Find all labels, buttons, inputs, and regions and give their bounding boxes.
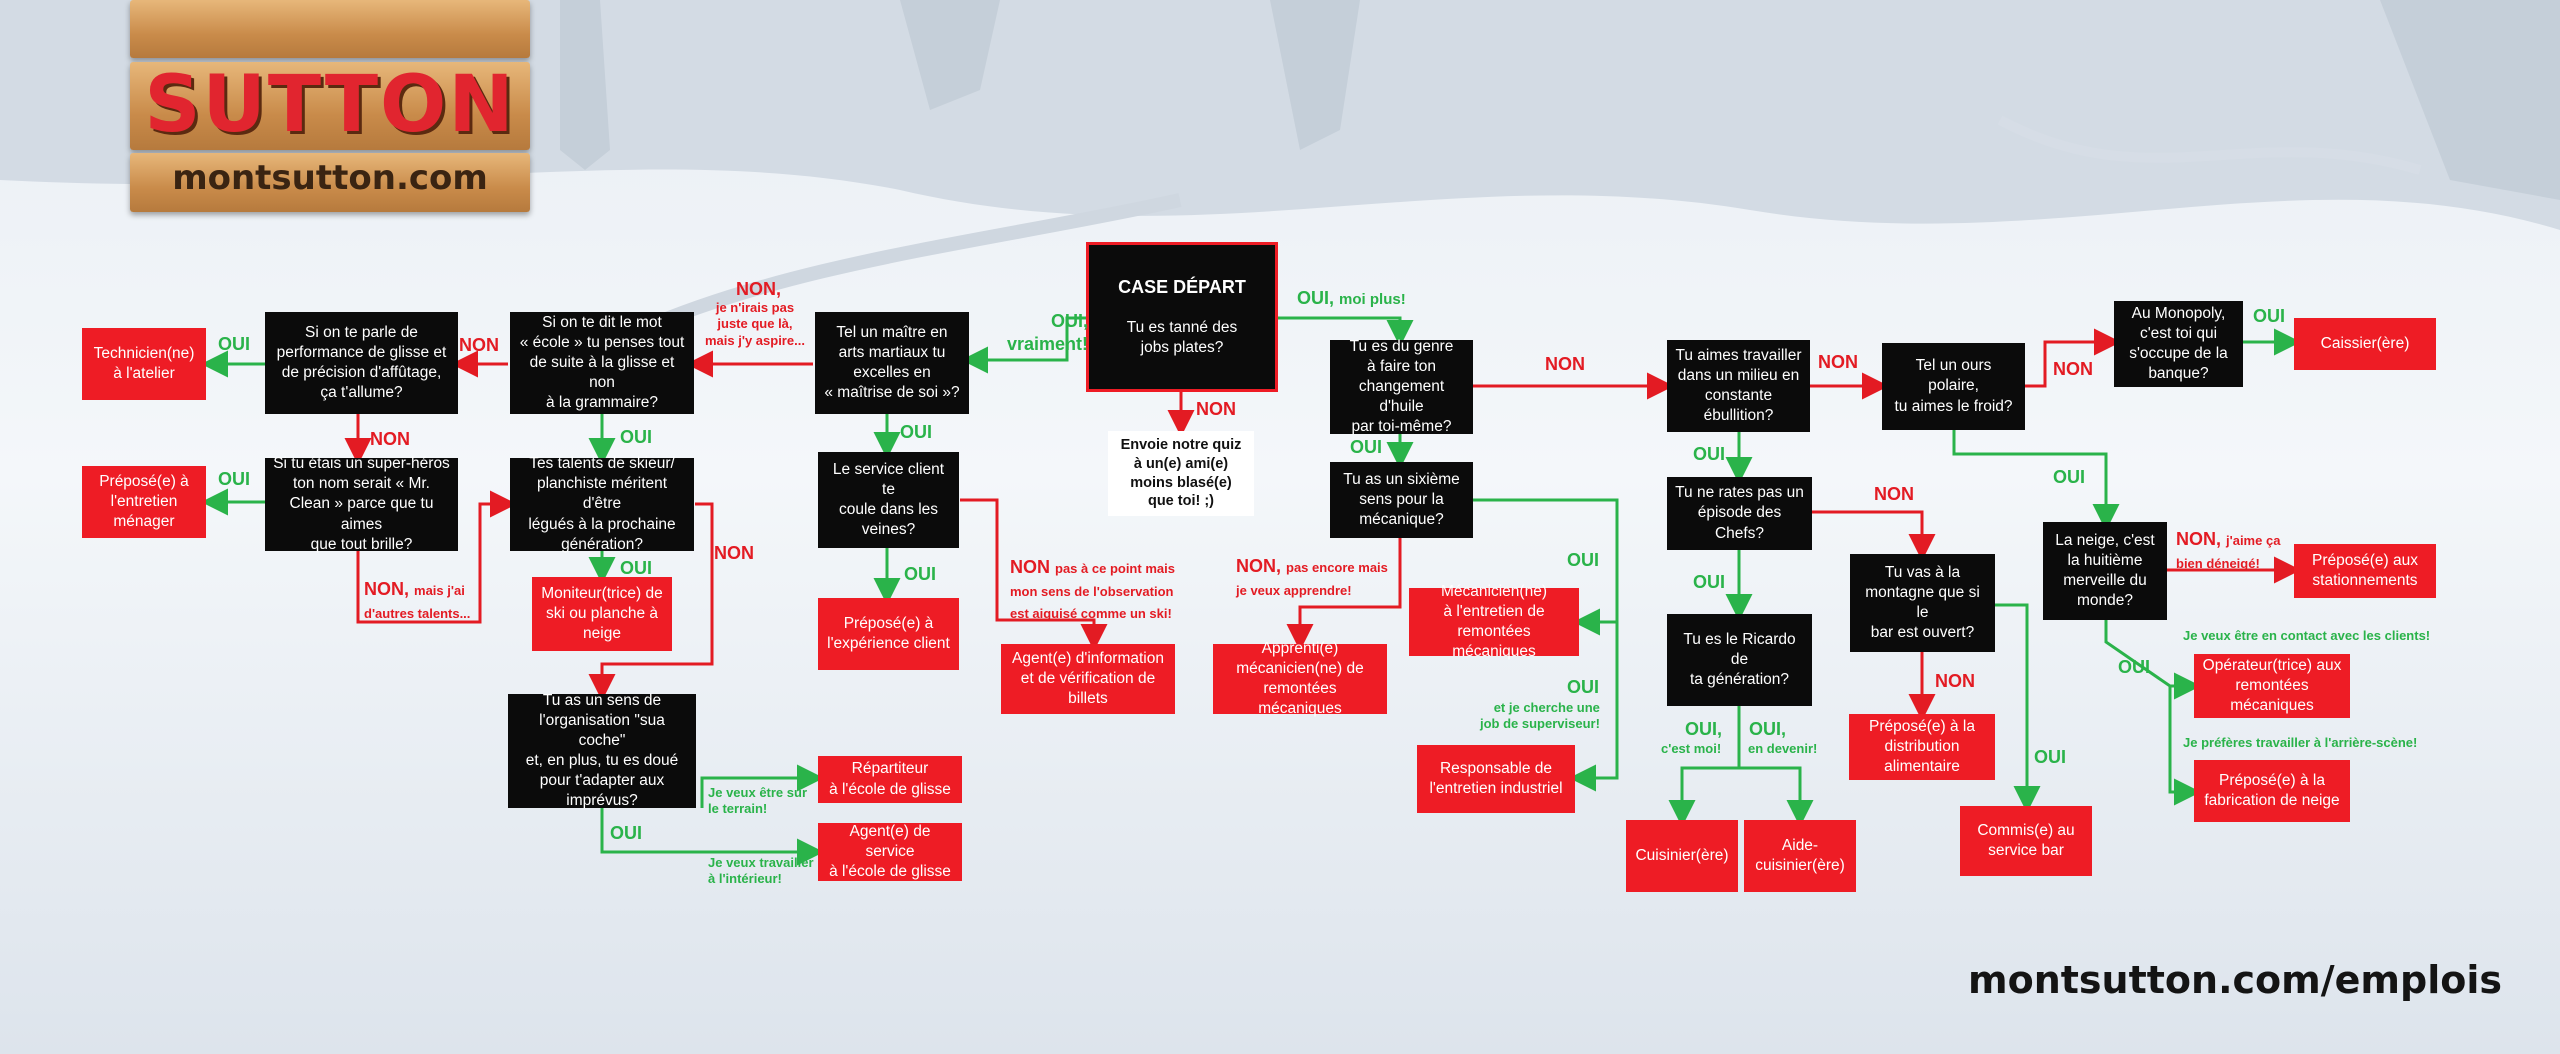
label-oui-moi-plus-head: OUI,	[1297, 288, 1335, 308]
label-oui-monopoly: OUI	[2253, 306, 2286, 326]
label-oui-moi-plus	[1297, 287, 1406, 310]
question-talents: Tes talents de skieur/ planchiste méritent d'être légués à la prochaine génération?	[510, 458, 694, 551]
question-sixieme: Tu as un sixième sens pour la mécanique?	[1330, 462, 1473, 538]
label-oui-huile: OUI	[1350, 437, 1383, 457]
job-experience-client: Préposé(e) à l'expérience client	[818, 598, 959, 670]
label-oui-devenir: OUI,	[1749, 719, 1787, 739]
label-non-observation	[1010, 556, 1175, 624]
job-responsable-entretien: Responsable de l'entretien industriel	[1417, 745, 1575, 813]
logo-plank-top	[130, 0, 530, 58]
start-title: CASE DÉPART	[1118, 277, 1246, 298]
question-bar: Tu vas à la montagne que si le bar est ouvert?	[1850, 554, 1995, 652]
logo-word: SUTTON	[144, 60, 516, 150]
job-repartiteur: Répartiteur à l'école de glisse	[818, 756, 962, 803]
label-oui-performance: OUI	[218, 334, 251, 354]
label-oui-bar: OUI	[2034, 747, 2067, 767]
edge-chefs-bar	[1812, 512, 1922, 552]
job-caissier: Caissier(ère)	[2294, 318, 2436, 370]
label-non-encore-head: NON,	[1236, 556, 1281, 576]
question-superheros: Si tu étais un super-héros ton nom serait « Mr. Clean » parce que tu aimes que tout brille?	[265, 458, 458, 551]
label-oui-service: OUI	[904, 564, 937, 584]
question-chefs: Tu ne rates pas un épisode des Chefs?	[1667, 477, 1812, 550]
question-ecole: Si on te dit le mot « école » tu penses tout de suite à la glisse et non à la grammaire?	[510, 312, 694, 414]
label-oui-moi-plus-sub: moi plus!	[1339, 291, 1406, 308]
start-node	[1086, 242, 1278, 392]
label-oui-chefs: OUI	[1693, 572, 1726, 592]
label-oui-ecole: OUI	[620, 427, 653, 447]
label-non-performance: NON	[370, 429, 410, 449]
label-oui-talents: OUI	[620, 558, 653, 578]
question-maitre: Tel un maître en arts martiaux tu excelles en « maîtrise de soi »?	[815, 312, 969, 414]
label-oui-superheros: OUI	[218, 469, 251, 489]
label-oui-sixieme: OUI	[1567, 550, 1600, 570]
logo-site: montsutton.com	[172, 158, 488, 198]
label-non-mais-talents-sub: mais j'ai d'autres talents...	[364, 583, 471, 621]
label-non-encore-sub: pas encore mais je veux apprendre!	[1236, 560, 1388, 598]
label-non-mais-talents-head: NON,	[364, 579, 409, 599]
label-oui-neige: OUI	[2118, 657, 2151, 677]
job-commis-bar: Commis(e) au service bar	[1960, 806, 2092, 876]
label-non-deneige-sub: j'aime ça bien déneigé!	[2176, 533, 2281, 571]
label-non-irais: NON,	[736, 279, 781, 299]
edge-bar-commis	[1995, 605, 2027, 804]
question-neige: La neige, c'est la huitième merveille du monde?	[2043, 522, 2167, 620]
label-oui-ours: OUI	[2053, 467, 2086, 487]
question-organisation: Tu as un sens de l'organisation "sua coche" et, en plus, tu es doué pour t'adapter aux imprévus?	[508, 694, 696, 808]
job-quiz: Envoie notre quiz à un(e) ami(e) moins blasé(e) que toi! ;)	[1108, 431, 1254, 516]
job-mecanicien: Mécanicien(ne) à l'entretien de remontées mécaniques	[1409, 588, 1579, 656]
label-non-ours: NON	[2053, 359, 2093, 379]
label-non-observation-head: NON	[1010, 557, 1050, 577]
label-contact-clients: Je veux être en contact avec les clients!	[2183, 628, 2431, 643]
question-service: Le service client te coule dans les veines?	[818, 452, 959, 548]
label-oui-cest-moi: OUI,	[1685, 719, 1723, 739]
question-ours: Tel un ours polaire, tu aimes le froid?	[1882, 343, 2025, 430]
job-cuisinier: Cuisinier(ère)	[1626, 820, 1738, 892]
start-question: Tu es tanné des jobs plates?	[1126, 318, 1238, 356]
label-non-encore	[1236, 555, 1388, 600]
job-aide-cuisinier: Aide- cuisinier(ère)	[1744, 820, 1856, 892]
label-non-deneige-head: NON,	[2176, 529, 2221, 549]
label-non-mais-talents	[364, 578, 470, 623]
question-ebullition: Tu aimes travailler dans un milieu en constante ébullition?	[1667, 340, 1810, 432]
edge-start-huile	[1276, 318, 1400, 338]
question-monopoly: Au Monopoly, c'est toi qui s'occupe de la banque?	[2114, 301, 2243, 387]
job-moniteur: Moniteur(trice) de ski ou planche à neige	[532, 577, 672, 651]
label-terrain: Je veux être sur le terrain!	[708, 785, 808, 817]
job-fabrication-neige: Préposé(e) à la fabrication de neige	[2194, 760, 2350, 822]
label-non-deneige	[2176, 528, 2280, 573]
job-stationnements: Préposé(e) aux stationnements	[2294, 544, 2436, 598]
sutton-logo[interactable]	[130, 0, 530, 212]
label-non-bar: NON	[1935, 671, 1975, 691]
edge-sixieme-responsable	[1578, 620, 1617, 778]
question-huile: Tu es du genre à faire ton changement d'huile par toi-même?	[1330, 340, 1473, 434]
label-oui-ebullition: OUI	[1693, 444, 1726, 464]
label-non-irais-sub: je n'irais pas juste que là, mais j'y aspire...	[705, 300, 805, 348]
label-non-huile: NON	[1545, 354, 1585, 374]
label-non-chefs: NON	[1874, 484, 1914, 504]
label-devenir-sub: en devenir!	[1748, 741, 1818, 756]
label-oui-superviseur: OUI	[1567, 677, 1600, 697]
job-agent-service: Agent(e) de service à l'école de glisse	[818, 823, 962, 881]
label-interieur: Je veux travailler à l'intérieur!	[708, 855, 814, 887]
label-oui-maitre: OUI	[900, 422, 933, 442]
edge-ricardo-aide	[1739, 768, 1800, 818]
label-non-ebullition: NON	[1818, 352, 1858, 372]
label-oui-vraiment: OUI, vraiment!	[1007, 311, 1089, 354]
label-arriere-scene: Je préfères travailler à l'arrière-scène!	[2183, 735, 2418, 750]
job-technicien: Technicien(ne) à l'atelier	[82, 328, 206, 400]
label-non-start: NON	[1196, 399, 1236, 419]
label-oui-superviseur-sub: et je cherche une job de superviseur!	[1480, 700, 1600, 732]
question-ricardo: Tu es le Ricardo de ta génération?	[1667, 614, 1812, 706]
label-oui-organisation: OUI	[610, 823, 643, 843]
job-apprenti-mecanicien: Apprenti(e) mécanicien(ne) de remontées mécaniques	[1213, 644, 1387, 714]
label-non-talents: NON	[714, 543, 754, 563]
jobs-url-link[interactable]: montsutton.com/emplois	[1968, 958, 2502, 1002]
question-performance: Si on te parle de performance de glisse et de précision d'affûtage, ça t'allume?	[265, 312, 458, 414]
job-entretien-menager: Préposé(e) à l'entretien ménager	[82, 466, 206, 538]
job-operateur-remontees: Opérateur(trice) aux remontées mécaniques	[2194, 654, 2350, 718]
label-non-observation-sub: pas à ce point mais mon sens de l'observation est aiguisé comme un ski!	[1010, 561, 1175, 621]
label-non-ecole: NON	[459, 335, 499, 355]
label-cest-moi-sub: c'est moi!	[1661, 741, 1722, 756]
job-distribution-alimentaire: Préposé(e) à la distribution alimentaire	[1849, 714, 1995, 780]
job-agent-information: Agent(e) d'information et de vérification de billets	[1001, 644, 1175, 714]
